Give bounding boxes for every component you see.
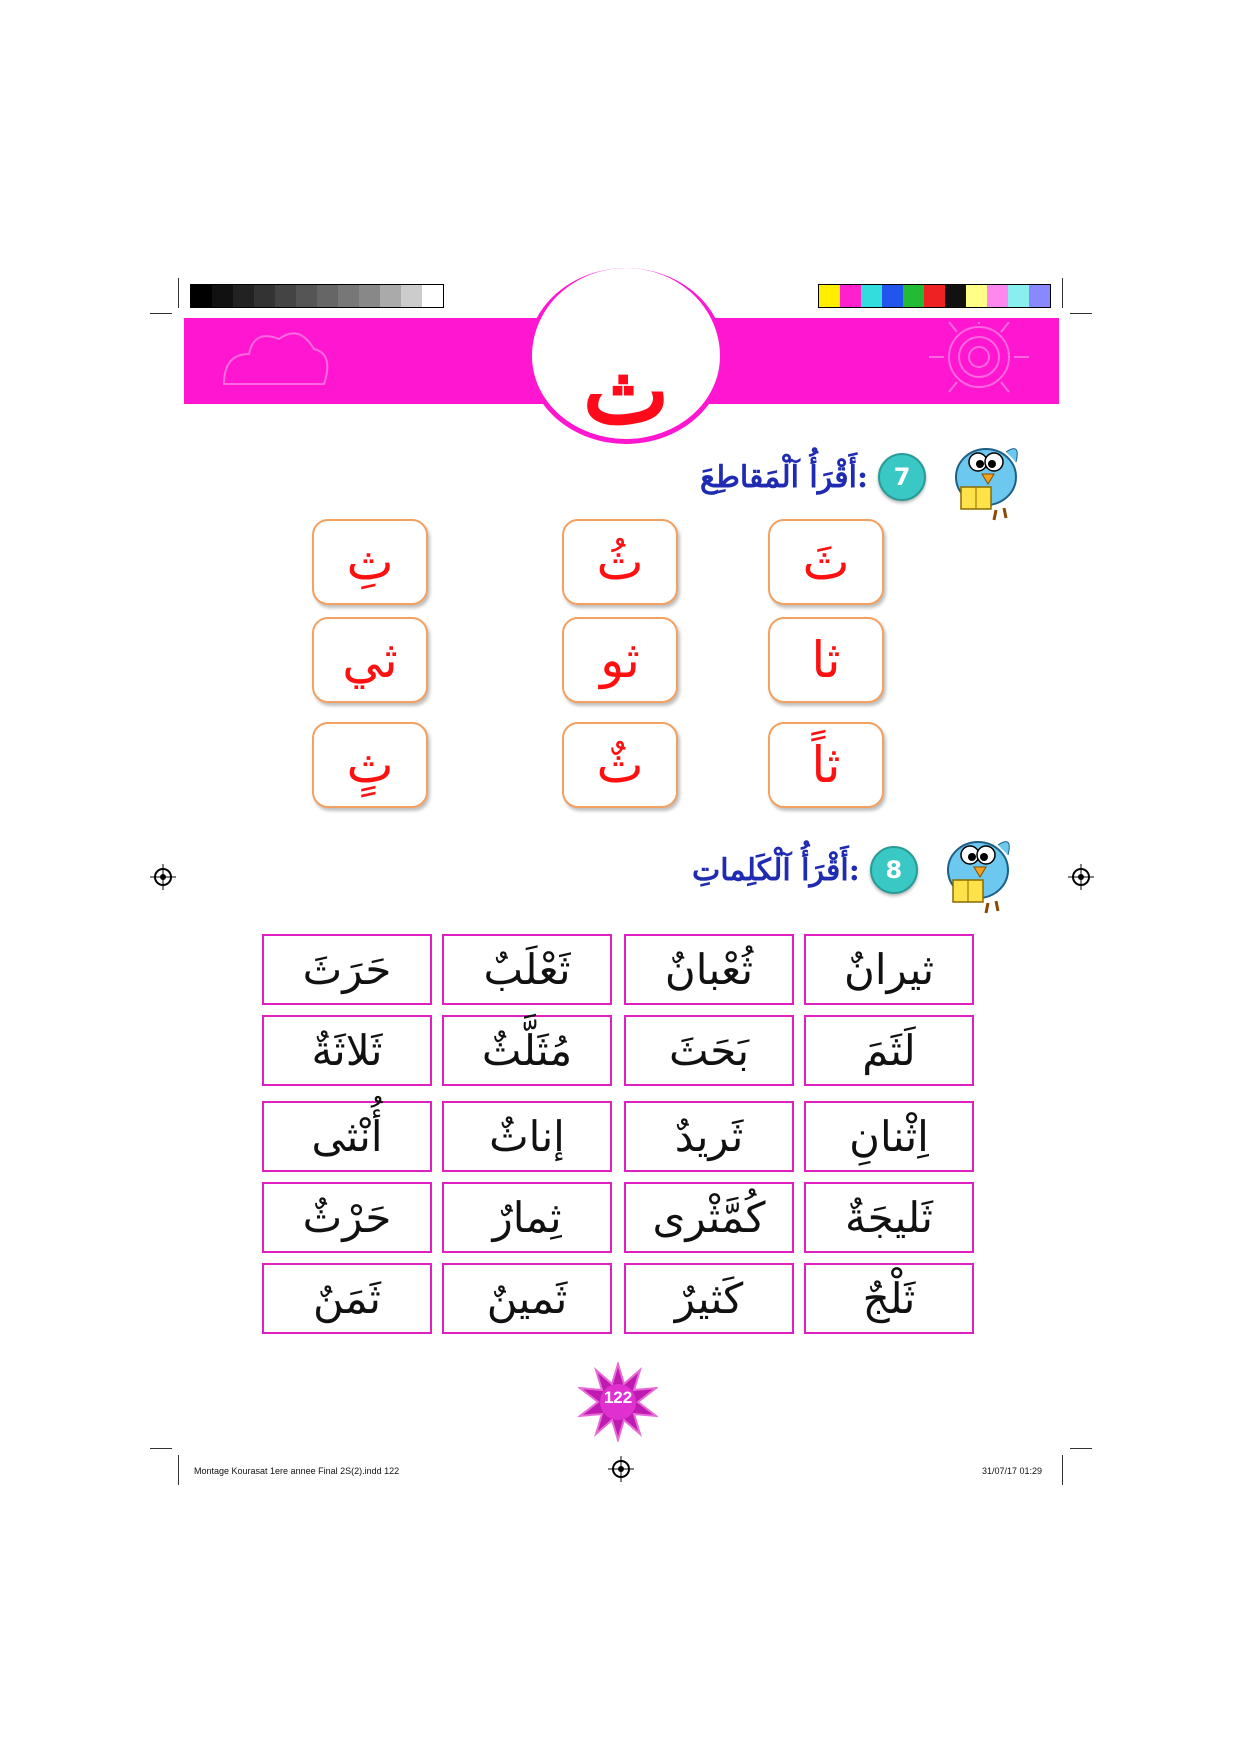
word-card: اِثْنانِ	[804, 1101, 974, 1172]
word-card: ثَلاثَةٌ	[262, 1015, 432, 1086]
registration-mark-left-icon	[154, 868, 172, 886]
syllable-card: ثٍ	[312, 722, 428, 808]
section-7-title: أَقْرَأُ آلْمَقاطِعَ:	[700, 459, 869, 495]
syllable-card: ثِ	[312, 519, 428, 605]
crop-mark-bottom-right-v	[1062, 1455, 1063, 1485]
word-card: إناثٌ	[442, 1101, 612, 1172]
bird-reading-icon	[936, 432, 1026, 522]
word-card: لَثَمَ	[804, 1015, 974, 1086]
crop-mark-bottom-left-h	[150, 1448, 172, 1449]
big-letter: ث	[582, 337, 670, 445]
syllable-card: ثٌ	[562, 722, 678, 808]
syllable-card: ثا	[768, 617, 884, 703]
crop-mark-top-left-v	[178, 278, 179, 308]
word-card: حَرْثٌ	[262, 1182, 432, 1253]
crop-mark-top-left-h	[150, 313, 172, 314]
word-card: ثَريدٌ	[624, 1101, 794, 1172]
word-card: ثَلْجٌ	[804, 1263, 974, 1334]
syllable-card: ثي	[312, 617, 428, 703]
crop-mark-bottom-left-v	[178, 1455, 179, 1485]
footer-file-name: Montage Kourasat 1ere annee Final 2S(2).indd 122	[194, 1466, 400, 1476]
word-card: ثَعْلَبٌ	[442, 934, 612, 1005]
syllable-card: ثُ	[562, 519, 678, 605]
page-number: 122	[603, 1388, 633, 1407]
section-8-title: أَقْرَأُ آلْكَلِماتِ:	[692, 852, 860, 888]
word-card: ثَمينٌ	[442, 1263, 612, 1334]
word-card: ثُعْبانٌ	[624, 934, 794, 1005]
word-card: ثَليجَةٌ	[804, 1182, 974, 1253]
footer-date: 31/07/17 01:29	[982, 1466, 1043, 1476]
syllable-card: ثَ	[768, 519, 884, 605]
crop-mark-top-right-h	[1070, 313, 1092, 314]
section-7-heading	[700, 432, 1026, 522]
word-card: كَثيرٌ	[624, 1263, 794, 1334]
word-card: أُنْثى	[262, 1101, 432, 1172]
word-card: بَحَثَ	[624, 1015, 794, 1086]
word-card: ثيرانٌ	[804, 934, 974, 1005]
bird-reading-icon	[928, 825, 1018, 915]
syllable-card: ثو	[562, 617, 678, 703]
word-card: حَرَثَ	[262, 934, 432, 1005]
section-8-number-badge: 8	[870, 846, 918, 894]
section-8-heading	[692, 825, 1018, 915]
crop-mark-top-right-v	[1062, 278, 1063, 308]
sun-decoration-icon	[909, 322, 1039, 402]
word-card: ثِمارٌ	[442, 1182, 612, 1253]
registration-mark-right-icon	[1072, 868, 1090, 886]
word-card: مُثَلَّثٌ	[442, 1015, 612, 1086]
color-strip	[818, 284, 1051, 308]
grayscale-strip	[190, 284, 444, 308]
crop-mark-bottom-right-h	[1070, 1448, 1092, 1449]
registration-mark-bottom-icon	[612, 1460, 630, 1478]
syllable-card: ثاً	[768, 722, 884, 808]
flower-decoration-icon	[214, 324, 334, 394]
word-card: ثَمَنٌ	[262, 1263, 432, 1334]
word-card: كُمَّثْرى	[624, 1182, 794, 1253]
section-7-number-badge: 7	[878, 453, 926, 501]
